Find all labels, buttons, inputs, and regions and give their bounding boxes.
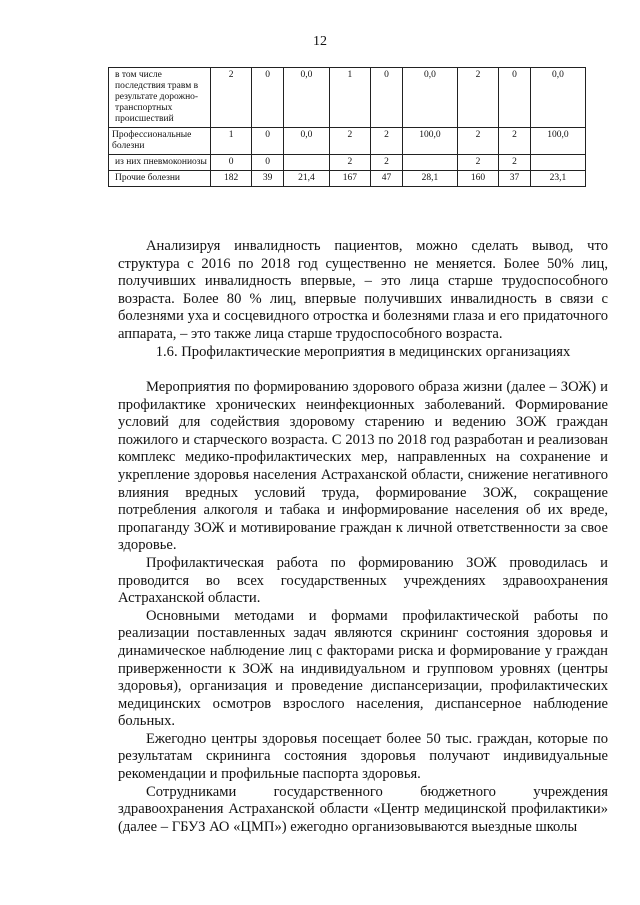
table-cell: 0	[499, 68, 531, 128]
table-cell: 182	[211, 171, 252, 187]
table-row	[109, 128, 586, 155]
table-cell: 2	[499, 128, 531, 155]
row-label: из них пневмокониозы	[109, 155, 211, 171]
table-row	[109, 155, 586, 171]
table-cell: 37	[499, 171, 531, 187]
body-text	[118, 379, 608, 836]
section-heading: 1.6. Профилактические мероприятия в медицинских организациях	[155, 344, 571, 360]
table-cell: 28,1	[402, 171, 457, 187]
table-cell: 2	[499, 155, 531, 171]
table-cell: 0,0	[530, 68, 585, 128]
table-cell: 2	[370, 128, 402, 155]
table-cell: 2	[329, 155, 370, 171]
table-cell: 1	[211, 128, 252, 155]
paragraph-health-centers: Ежегодно центры здоровья посещает более 50 тыс. граждан, которые по результатам скрининга состояния здоровья получают индивидуальные рекомендации и профильные паспорта здоровья.	[118, 730, 608, 783]
table-cell: 0	[370, 68, 402, 128]
table-cell: 0,0	[284, 128, 330, 155]
table-cell: 39	[252, 171, 284, 187]
table-cell: 100,0	[530, 128, 585, 155]
table-cell: 0,0	[402, 68, 457, 128]
table-cell: 167	[329, 171, 370, 187]
table-cell	[530, 155, 585, 171]
table-cell: 1	[329, 68, 370, 128]
table-cell: 23,1	[530, 171, 585, 187]
table-cell: 21,4	[284, 171, 330, 187]
row-label: Прочие болезни	[109, 171, 211, 187]
table-cell: 100,0	[402, 128, 457, 155]
table-cell: 2	[370, 155, 402, 171]
paragraph-methods: Основными методами и формами профилактической работы по реализации поставленных задач являются скрининг состояния здоровья и динамическое наблюдение лиц с факторами риска и формирование у граждан приверженности к ЗОЖ на индивидуальном и групповом уровнях (центры здоровья), организация и проведение диспансеризации, профилактических медицинских осмотров взрослого населения, диспансерное наблюдение больных.	[118, 607, 608, 730]
table-cell: 2	[457, 128, 498, 155]
table-cell: 160	[457, 171, 498, 187]
paragraph-disability-analysis	[118, 238, 608, 344]
paragraph-cmp-staff: Сотрудниками государственного бюджетного учреждения здравоохранения Астраханской области «Центр медицинской профилактики» (далее – ГБУЗ АО «ЦМП») ежегодно организовываются выездные школы	[118, 783, 608, 835]
table-row	[109, 171, 586, 187]
table-cell: 0	[211, 155, 252, 171]
table-cell: 0	[252, 128, 284, 155]
table-cell: 2	[211, 68, 252, 128]
table-cell: 0	[252, 155, 284, 171]
paragraph-prevention-work: Профилактическая работа по формированию ЗОЖ проводилась и проводится во всех государственных учреждениях здравоохранения Астраханской области.	[118, 554, 608, 607]
table-row	[109, 68, 586, 128]
table-cell: 2	[329, 128, 370, 155]
table-cell: 0	[252, 68, 284, 128]
table-cell: 0,0	[284, 68, 330, 128]
table-cell: 2	[457, 68, 498, 128]
row-label: Профессиональные болезни	[109, 128, 211, 155]
paragraph-text: Анализируя инвалидность пациентов, можно сделать вывод, что структура с 2016 по 2018 год существенно не меняется. Более 50% лиц, получивших инвалидность впервые, – это лица старше трудоспособного возраста. Более 80 % лиц, впервые получивших инвалидность в связи с болезнями уха и сосцевидного отростка и болезнями глаза и его придаточного аппарата, – это также лица старше трудоспособного возраста.	[118, 238, 608, 342]
table-cell	[402, 155, 457, 171]
page-number: 12	[313, 34, 327, 49]
disability-table	[108, 67, 586, 187]
table-cell: 47	[370, 171, 402, 187]
table-cell	[284, 155, 330, 171]
paragraph-zozh: Мероприятия по формированию здорового образа жизни (далее – ЗОЖ) и профилактике хронических неинфекционных заболеваний. Формирование условий для содействия здоровому старению и ведению ЗОЖ граждан пожилого и старческого возраста. С 2013 по 2018 год разработан и реализован комплекс медико-профилактических мер, направленных на сохранение и укрепление здоровья населения Астраханской области, снижение негативного влияния вредных условий труда, формирование ЗОЖ, сокращение потребления алкоголя и табака и информирование населения об их вреде, пропаганду ЗОЖ и мотивирование граждан к личной ответственности за свое здоровье.	[118, 379, 608, 554]
table-cell: 2	[457, 155, 498, 171]
row-label: в том числе последствия травм в результате дорожно-транспортных происшествий	[109, 68, 211, 128]
